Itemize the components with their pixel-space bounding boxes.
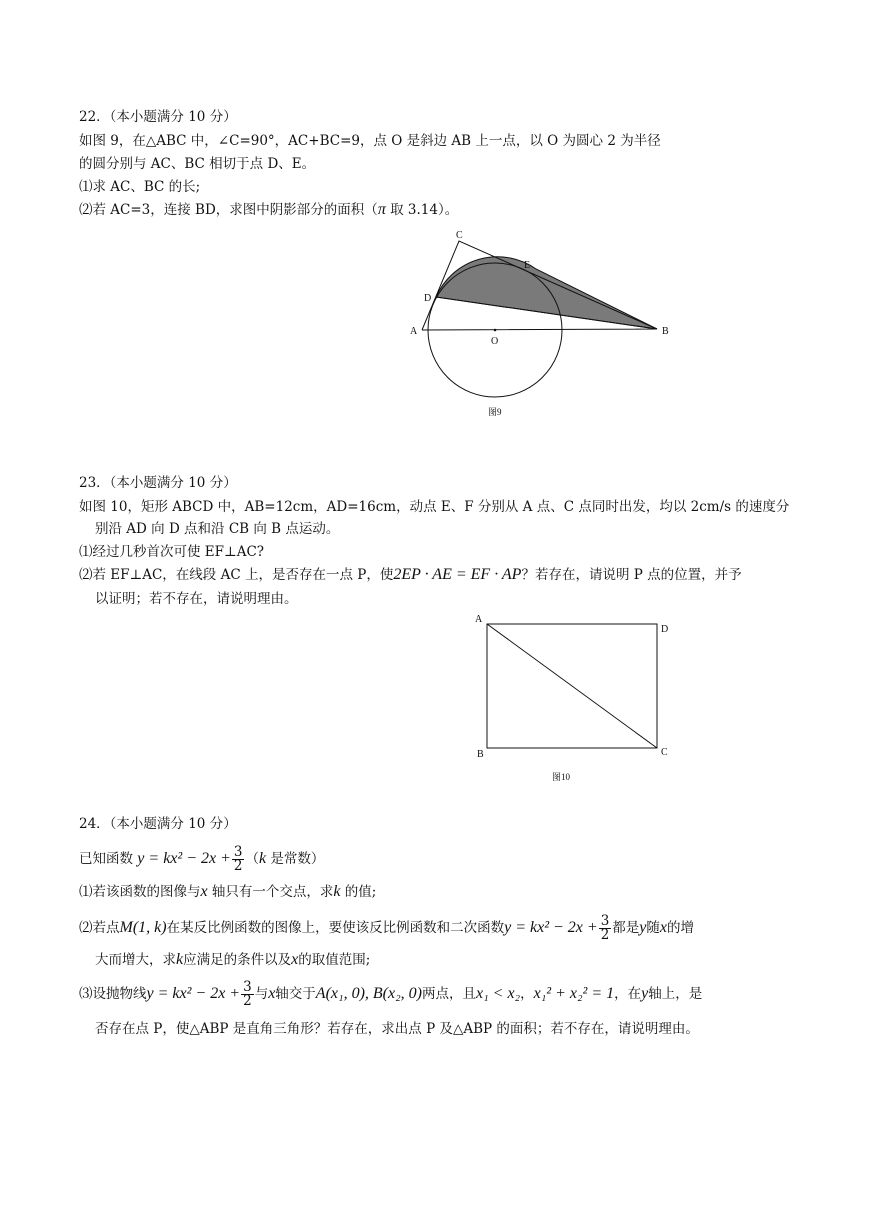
q23-part2-b: ？若存在，请说明 P 点的位置，并予 [521,567,742,583]
q22-part2-b: 取 3.14）。 [385,202,459,218]
q24-intro-c: 是常数） [266,851,325,867]
figure-9-caption: 图9 [488,407,502,417]
q24-p3-e: ， [520,986,534,1002]
q24-p3-d: 两点，且 [421,986,476,1002]
q24-p2l2-c: 的取值范围; [298,952,371,968]
q24-part2-line2 [95,950,370,970]
q23-part2-line2: 以证明；若不存在，请说明理由。 [95,591,298,607]
q24-p3-points: A(x₁, 0), B(x₂, 0) [315,985,422,1002]
diagonal-ac [487,624,657,748]
center-o-dot [494,329,497,332]
q24-p2l2-b: 应满足的条件以及 [183,952,292,968]
label-e: E [524,260,531,271]
q22-heading: 22．（本小题满分 10 分） [79,109,237,125]
q24-p3-x: x [268,985,276,1002]
q24-function: y = kx² − 2x + [137,850,231,867]
q24-p3-inequality: x₁ < x₂ [475,985,521,1002]
label-a: A [410,326,418,337]
q23-part1: ⑴经过几秒首次可使 EF⊥AC? [79,544,265,560]
q24-p2l2-x: x [291,951,299,968]
q24-p2-fraction: $\frac{3}{2}$ [600,913,610,943]
q24-p3-a: ⑶设抛物线 [79,986,147,1002]
q24-part3 [79,981,702,1008]
q24-part2 [79,915,694,942]
label-d: D [424,293,432,304]
q24-p1-c: 的值; [340,884,377,900]
q24-p3-c: 轴交于 [275,986,316,1002]
label-c-10: C [661,747,668,758]
label-b-10: B [477,749,484,760]
label-o: O [491,336,499,347]
q24-p2-y: y [639,919,647,936]
q24-p2-b: 在某反比例函数的图像上，要使该反比例函数和二次函数 [166,920,505,936]
figure-10-caption: 图10 [552,772,571,782]
label-c: C [456,230,463,241]
label-a-10: A [475,614,483,625]
q24-fraction: $\frac{3}{2}$ [233,844,243,874]
q24-p2-d: 随 [646,920,660,936]
q24-p2-point-m: M(1, k) [119,919,167,936]
q24-part3-line2: 否存在点 P，使△ABP 是直角三角形？若存在，求出点 P 及△ABP 的面积；若不存在，请说明理由。 [95,1021,699,1037]
q24-part1 [79,882,376,902]
q24-p3-fraction: $\frac{3}{2}$ [243,979,252,1009]
q24-p2-a: ⑵若点 [79,920,120,936]
q24-p3-g: 轴上，是 [648,986,703,1002]
q23-text-line2: 别沿 AD 向 D 点和沿 CB 向 B 点运动。 [95,521,340,537]
q23-equation: 2EP · AE = EF · AP [393,566,522,583]
q24-p1-k: k [333,883,341,900]
q23-part2 [79,565,742,585]
q23-part2-a: ⑵若 EF⊥AC，在线段 AC 上，是否存在一点 P，使 [79,567,394,583]
q22-text-line2: 的圆分别与 AC、BC 相切于点 D、E。 [79,156,316,172]
q22-part2-a: ⑵若 AC=3，连接 BD，求图中阴影部分的面积（ [79,202,378,218]
q24-p3-f: ，在 [614,986,642,1002]
q24-p1-x: x [200,883,208,900]
q24-intro-b: （ [245,851,259,867]
shaded-region [436,257,657,329]
q23-heading: 23．（本小题满分 10 分） [79,475,237,491]
q24-p2-x: x [659,919,667,936]
q24-p1-a: ⑴若该函数的图像与 [79,884,201,900]
q24-intro [79,846,324,873]
q24-p1-b: 轴只有一个交点，求 [207,884,334,900]
q24-p2-e: 的增 [667,920,694,936]
label-b: B [662,326,669,337]
q24-intro-a: 已知函数 [79,851,133,867]
q24-p2l2-k: k [176,951,184,968]
q24-heading: 24．（本小题满分 10 分） [79,816,237,832]
q24-p2-function: y = kx² − 2x + [504,919,598,936]
q24-p3-function: y = kx² − 2x + [146,985,241,1002]
q24-p2-c: 都是 [612,920,640,936]
q24-p2l2-a: 大而增大，求 [95,952,176,968]
q23-text-line1: 如图 10，矩形 ABCD 中，AB=12cm，AD=16cm，动点 E、F 分别从 A 点、C 点同时出发，均以 2cm/s 的速度分 [79,499,790,515]
q22-part1: ⑴求 AC、BC 的长; [79,179,201,195]
q24-intro-k: k [258,850,267,867]
q22-text-line1: 如图 9，在△ABC 中，∠C=90°，AC+BC=9，点 O 是斜边 AB 上一点，以 O 为圆心 2 为半径 [79,133,661,149]
q22-pi: π [377,201,386,218]
q24-p3-equation: x₁² + x₂² = 1 [533,985,615,1002]
q24-p3-b: 与 [254,986,269,1002]
label-d-10: D [661,624,669,635]
q24-p3-y: y [641,985,649,1002]
